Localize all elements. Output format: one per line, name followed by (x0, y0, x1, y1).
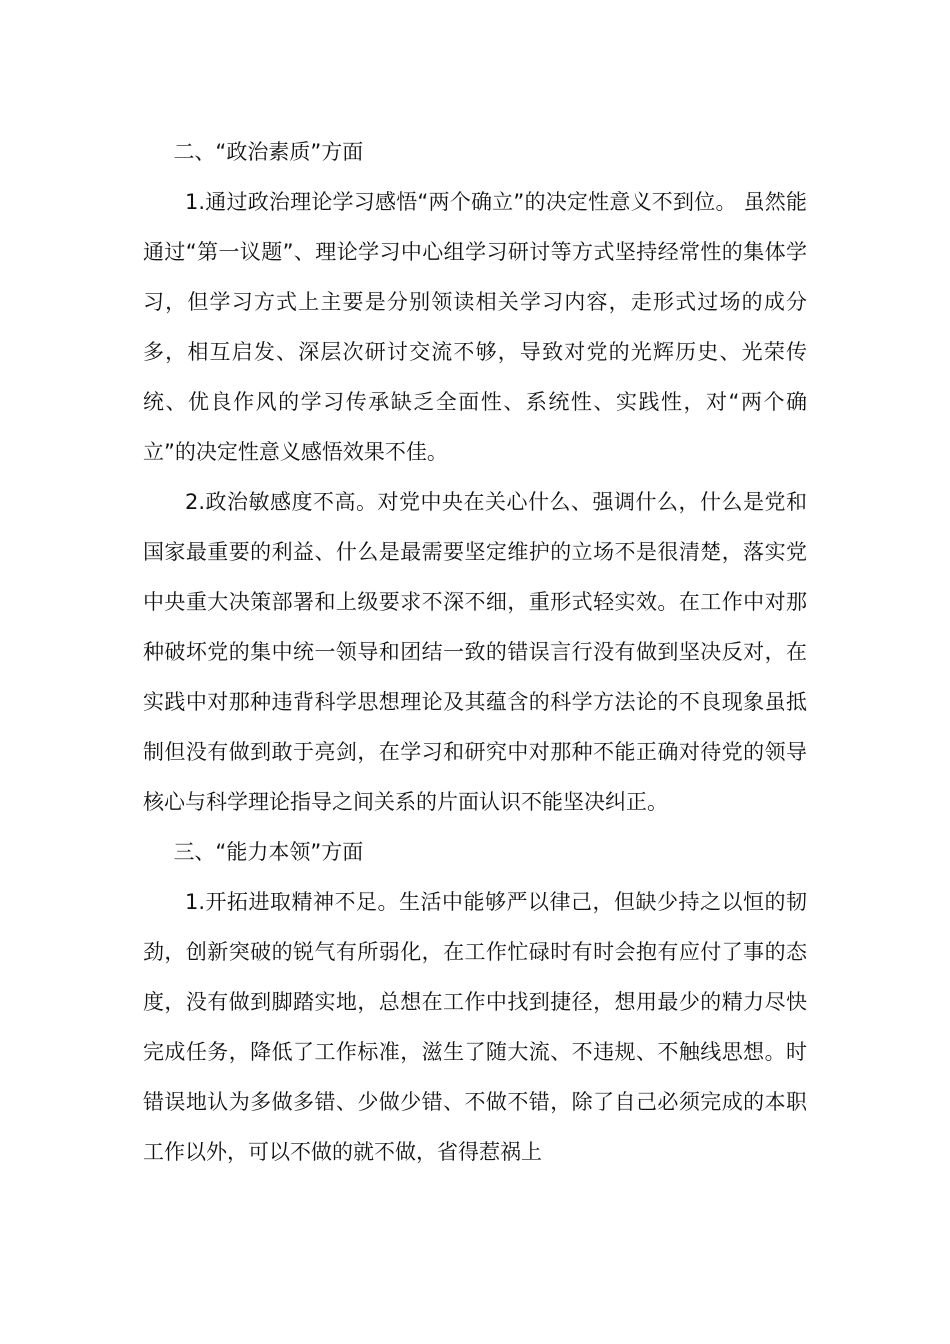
document-body (143, 127, 807, 1177)
paragraph-political-theory-study: 1.通过政治理论学习感悟“两个确立”的决定性意义不到位。 虽然能通过“第一议题”、理论学习中心组学习研讨等方式坚持经常性的集体学习，但学习方式上主要是分别领读相关学习内容，走形式过场的成分多，相互启发、深层次研讨交流不够，导致对党的光辉历史、光荣传统、优良作风的学习传承缺乏全面性、系统性、实践性，对“两个确立”的决定性意义感悟效果不佳。 (143, 190, 807, 464)
paragraph-political-sensitivity: 2.政治敏感度不高。对党中央在关心什么、强调什么，什么是党和国家最重要的利益、什么是最需要坚定维护的立场不是很清楚，落实党中央重大决策部署和上级要求不深不细，重形式轻实效。在工作中对那种破坏党的集中统一领导和团结一致的错误言行没有做到坚决反对，在实践中对那种违背科学思想理论及其蕴含的科学方法论的不良现象虽抵制但没有做到敢于亮剑，在学习和研究中对那种不能正确对待党的领导核心与科学理论指导之间关系的片面认识不能坚决纠正。 (143, 490, 807, 814)
section-heading-capability: 三、“能力本领”方面 (173, 840, 364, 864)
section-heading-political-quality: 二、“政治素质”方面 (173, 140, 364, 164)
paragraph-enterprising-spirit: 1.开拓进取精神不足。生活中能够严以律己，但缺少持之以恒的韧劲，创新突破的锐气有所弱化，在工作忙碌时有时会抱有应付了事的态度，没有做到脚踏实地，总想在工作中找到捷径，想用最少的精力尽快完成任务，降低了工作标准，滋生了随大流、不违规、不触线思想。时错误地认为多做多错、少做少错、不做不错，除了自己必须完成的本职工作以外，可以不做的就不做，省得惹祸上 (143, 890, 807, 1164)
